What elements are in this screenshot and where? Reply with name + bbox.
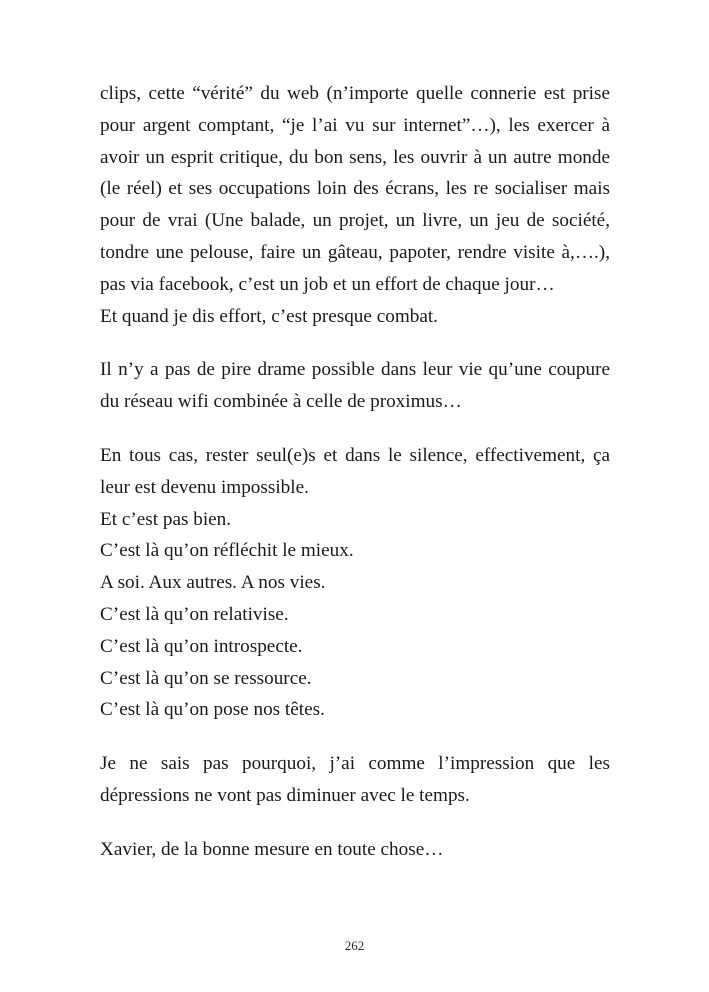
paragraph-block3: Il n’y a pas de pire drame possible dans leur vie qu’une coupure du réseau wifi combinée à celle de proximus… — [100, 359, 610, 413]
paragraph-block10: C’est là qu’on se ressource. — [100, 667, 312, 689]
page-number: 262 — [344, 938, 365, 953]
page-body-text — [100, 78, 610, 866]
paragraph-spacer — [100, 726, 610, 748]
paragraph-block1: clips, cette “vérité” du web (n’importe quelle connerie est prise pour argent comptant, “je l’ai vu sur internet”…), les exercer à avoir un esprit critique, du bon sens, les ouvrir à un autre monde (le réel) et ses occupations loin des écrans, les re socialiser mais pour de vrai (Une balade, un projet, un livre, un jeu de société, tondre une pelouse, faire un gâteau, papoter, rendre visite à,….), pas via facebook, c’est un job et un effort de chaque jour… — [100, 83, 610, 295]
paragraph-block13: Xavier, de la bonne mesure en toute chose… — [100, 838, 444, 860]
paragraph-block5: Et c’est pas bien. — [100, 508, 232, 530]
paragraph-spacer — [100, 418, 610, 440]
paragraph-spacer — [100, 812, 610, 834]
paragraph-block6: C’est là qu’on réfléchit le mieux. — [100, 540, 354, 562]
paragraph-block9: C’est là qu’on introspecte. — [100, 635, 303, 657]
paragraph-block4: En tous cas, rester seul(e)s et dans le silence, effectivement, ça leur est devenu impossible. — [100, 444, 610, 498]
paragraph-block2: Et quand je dis effort, c’est presque combat. — [100, 305, 438, 327]
paragraph-block11: C’est là qu’on pose nos têtes. — [100, 699, 325, 721]
paragraph-block8: C’est là qu’on relativise. — [100, 603, 289, 625]
paragraph-block7: A soi. Aux autres. A nos vies. — [100, 572, 326, 594]
paragraph-block12: Je ne sais pas pourquoi, j’ai comme l’impression que les dépressions ne vont pas diminuer avec le temps. — [100, 753, 610, 806]
paragraph-spacer — [100, 332, 610, 354]
